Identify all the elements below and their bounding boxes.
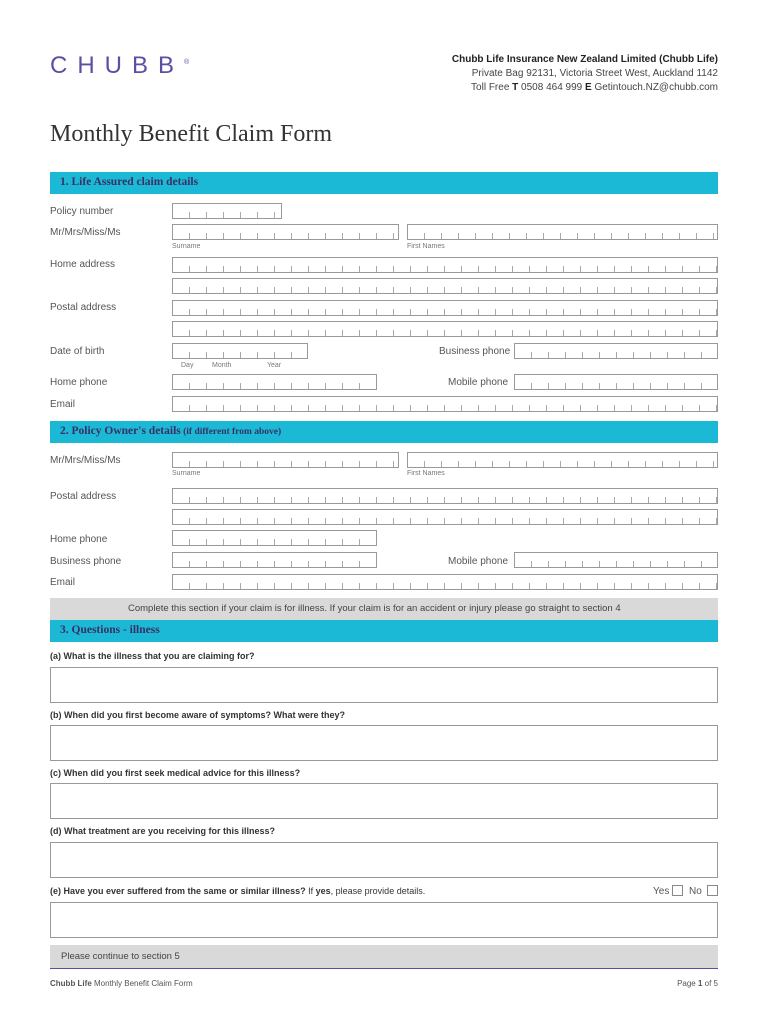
email-e-label: E [585,82,592,93]
home-phone-field[interactable] [172,374,377,390]
page-current: 1 [697,979,703,988]
owner-mobile-phone-field[interactable] [514,552,718,568]
section2-header [50,421,718,443]
yes-checkbox[interactable] [672,885,683,896]
answer-e-field[interactable] [50,902,718,938]
question-e-if: If [305,886,316,896]
business-phone-label: Business phone [439,346,511,357]
owner-home-phone-label: Home phone [50,534,108,545]
no-label: No [689,886,702,897]
toll-free-label: Toll Free [471,82,513,93]
answer-b-field[interactable] [50,725,718,761]
dob-field[interactable] [172,343,308,359]
question-e-main: (e) Have you ever suffered from the same or similar illness? [50,886,306,896]
section2-title-note: (if different from above) [180,427,282,437]
question-e-details: , please provide details. [330,886,426,896]
answer-d-field[interactable] [50,842,718,878]
dob-month-caption: Month [212,362,232,369]
section1-header [50,172,718,194]
owner-postal-address-line1[interactable] [172,488,718,504]
surname-field[interactable] [172,224,399,240]
surname-caption: Surname [172,243,201,250]
owner-email-label: Email [50,577,76,588]
section2-title-main: 2. Policy Owner's details [60,425,181,437]
dob-day-caption: Day [181,362,194,369]
email-field[interactable] [172,396,718,412]
owner-surname-field[interactable] [172,452,399,468]
page-number [677,979,718,988]
page-title: Monthly Benefit Claim Form [50,121,332,147]
policy-number-field[interactable] [172,203,282,219]
page-total: of 5 [702,979,718,988]
company-info [452,53,718,95]
owner-first-names-caption: First Names [407,470,445,477]
owner-title-label: Mr/Mrs/Miss/Ms [50,455,121,466]
question-d: (d) What treatment are you receiving for this illness? [50,826,276,836]
policy-number-label: Policy number [50,206,114,217]
yes-label: Yes [653,886,670,897]
home-address-line1[interactable] [172,257,718,273]
title-label: Mr/Mrs/Miss/Ms [50,227,121,238]
registered-mark: ® [184,59,190,66]
question-b: (b) When did you first become aware of symptoms? What were they? [50,710,346,720]
dob-year-caption: Year [267,362,282,369]
continue-text: Please continue to section 5 [61,951,180,962]
illness-notice-text: Complete this section if your claim is for illness. If your claim is for an accident or injury please go straight to section 4 [128,603,621,614]
page-prefix: Page [677,979,698,988]
first-names-caption: First Names [407,243,445,250]
footer-brand: Chubb Life [50,979,92,988]
owner-business-phone-field[interactable] [172,552,377,568]
phone-t-label: T [512,82,519,93]
section2-title [60,425,281,437]
phone-number: 0508 464 999 [518,82,585,93]
owner-postal-address-label: Postal address [50,491,117,502]
dob-label: Date of birth [50,346,105,357]
postal-address-line2[interactable] [172,321,718,337]
company-name: Chubb Life Insurance New Zealand Limited (Chubb Life) [451,54,718,65]
owner-postal-address-line2[interactable] [172,509,718,525]
mobile-phone-label: Mobile phone [448,377,509,388]
section1-title: 1. Life Assured claim details [60,176,199,188]
company-contact [452,81,718,95]
owner-home-phone-field[interactable] [172,530,377,546]
postal-address-label: Postal address [50,302,117,313]
first-names-field[interactable] [407,224,718,240]
question-a: (a) What is the illness that you are claiming for? [50,651,255,661]
business-phone-field[interactable] [514,343,718,359]
owner-mobile-phone-label: Mobile phone [448,556,509,567]
footer-rule [50,968,718,969]
company-address: Private Bag 92131, Victoria Street West, Auckland 1142 [471,68,718,79]
footer-form-name [50,979,193,988]
owner-business-phone-label: Business phone [50,556,122,567]
answer-a-field[interactable] [50,667,718,703]
no-checkbox[interactable] [707,885,718,896]
logo-text: CHUBB [50,52,185,79]
question-c: (c) When did you first seek medical advice for this illness? [50,768,301,778]
owner-surname-caption: Surname [172,470,201,477]
continue-bar [50,945,718,968]
chubb-logo [50,52,189,80]
section3-title: 3. Questions - illness [60,624,160,636]
illness-notice-bar [50,598,718,620]
question-e-yes-word: yes [315,886,331,896]
owner-email-field[interactable] [172,574,718,590]
section3-header [50,620,718,642]
owner-first-names-field[interactable] [407,452,718,468]
email-label: Email [50,399,76,410]
question-e [50,886,425,896]
home-address-line2[interactable] [172,278,718,294]
footer-form-title: Monthly Benefit Claim Form [91,979,193,988]
home-phone-label: Home phone [50,377,108,388]
home-address-label: Home address [50,259,116,270]
postal-address-line1[interactable] [172,300,718,316]
email-address: Getintouch.NZ@chubb.com [591,82,718,93]
mobile-phone-field[interactable] [514,374,718,390]
answer-c-field[interactable] [50,783,718,819]
